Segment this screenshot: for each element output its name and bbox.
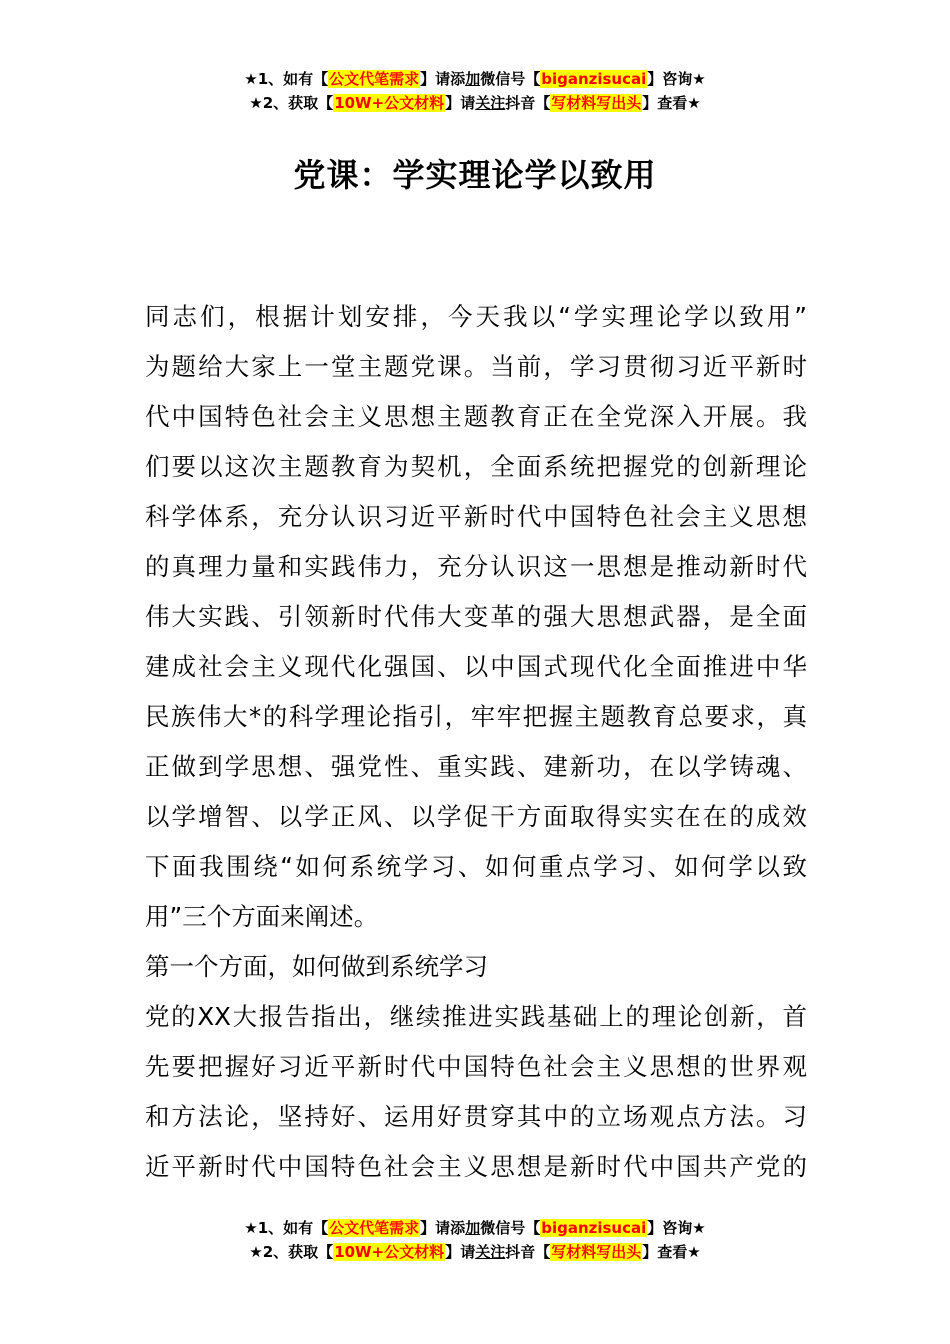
text-line: 科学体系，充分认识习近平新时代中国特色社会主义思想 [145,502,807,531]
banner-line-2 [0,1241,950,1265]
text-line: 用”三个方面来阐述。 [145,902,379,931]
page-title: 党课：学实理论学以致用 [293,156,657,194]
header-banner [0,68,950,116]
banner-highlight: biganzisucai [541,70,647,88]
banner-text: 】请添 [420,70,466,88]
text-line: 正做到学思想、强党性、重实践、建新功，在以学铸魂、 [145,752,807,781]
text-line: 们要以这次主题教育为契机，全面系统把握党的创新理论 [145,452,807,481]
text-line: 党的XX大报告指出，继续推进实践基础上的理论创新，首 [145,1002,807,1031]
text-line: 伟大实践、引领新时代伟大变革的强大思想武器，是全面 [145,602,807,631]
banner-text: 】请 [445,94,476,112]
text-line: 下面我围绕“如何系统学习、如何重点学习、如何学以致 [145,852,807,881]
footer-banner [0,1217,950,1265]
text-line: 为题给大家上一堂主题党课。当前，学习贯彻习近平新时 [145,352,807,381]
text-line: 和方法论，坚持好、运用好贯穿其中的立场观点方法。习 [145,1102,807,1131]
text-line: 民族伟大*的科学理论指引，牢牢把握主题教育总要求，真 [145,702,807,731]
text-line: 的真理力量和实践伟力，充分认识这一思想是推动新时代 [145,552,807,581]
banner-text: 微信号【 [480,1219,541,1237]
banner-underline: 加 [465,70,481,88]
banner-underline: 关注 [475,94,506,112]
banner-text: ★1、如有【 [244,70,329,88]
banner-highlight: 公文代笔需求 [329,1219,420,1237]
banner-line-1 [0,1217,950,1241]
banner-text: 】查看★ [642,94,701,112]
banner-line-1 [0,68,950,92]
banner-underline: 关注 [475,1243,506,1261]
banner-highlight: biganzisucai [541,1219,647,1237]
banner-underline: 加 [465,1219,481,1237]
banner-highlight: 写材料写出头 [551,1243,642,1261]
banner-text: ★2、获取【 [249,1243,334,1261]
document-body [145,292,807,1192]
text-line: 代中国特色社会主义思想主题教育正在全党深入开展。我 [145,402,807,431]
text-line: 以学增智、以学正风、以学促干方面取得实实在在的成效 [145,802,807,831]
banner-text: ★1、如有【 [244,1219,329,1237]
banner-text: 】请 [445,1243,476,1261]
banner-text: 微信号【 [480,70,541,88]
text-line: 建成社会主义现代化强国、以中国式现代化全面推进中华 [145,652,807,681]
banner-highlight: 写材料写出头 [551,94,642,112]
banner-text: 】查看★ [642,1243,701,1261]
banner-text: ★2、获取【 [249,94,334,112]
banner-text: 抖音【 [505,94,551,112]
banner-line-2 [0,92,950,116]
banner-text: 】咨询★ [647,70,706,88]
banner-text: 】请添 [420,1219,466,1237]
section-heading: 第一个方面，如何做到系统学习 [145,952,488,981]
banner-highlight: 10W+公文材料 [334,94,445,112]
banner-highlight: 公文代笔需求 [329,70,420,88]
text-line: 近平新时代中国特色社会主义思想是新时代中国共产党的 [145,1152,807,1181]
banner-highlight: 10W+公文材料 [334,1243,445,1261]
text-line: 同志们，根据计划安排，今天我以“学实理论学以致用” [145,302,807,331]
banner-text: 】咨询★ [647,1219,706,1237]
banner-text: 抖音【 [505,1243,551,1261]
text-line: 先要把握好习近平新时代中国特色社会主义思想的世界观 [145,1052,807,1081]
